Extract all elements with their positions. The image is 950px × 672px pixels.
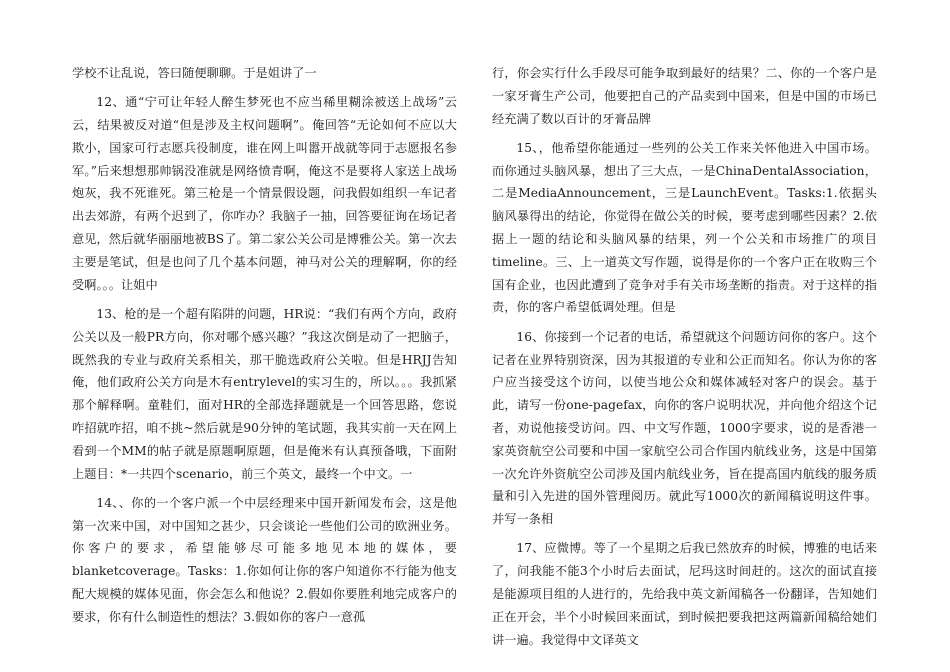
paragraph-15: 15、，他希望你能通过一些列的公关工作来关怀他进入中国市场。而你通过头脑风暴，想出了三大点，一是ChinaDentalAssociation，二是MediaAnnouncement，三是LaunchEvent。Tasks:1.依据头脑风暴得出的结论，你觉得在做公关的时候，要考虑到哪些因素？2.依据上一题的结论和头脑风暴的结果，列一个公关和市场推广的项目timeline。三、上一道英文写作题，说得是你的一个客户正在收购三个国有企业，也因此遭到了竞争对手有关市场垄断的指责。对于这样的指责，你的客户希望低调处理。但是 bbox=[492, 140, 877, 315]
paragraph-14: 14、、你的一个客户派一个中层经理来中国开新闻发布会，这是他第一次来中国，对中国知之甚少，只会谈论一些他们公司的欧洲业务。你客户的要求，希望能够尽可能多地见本地的媒体，要blanketcoverage。Tasks：1.你如何让你的客户知道你不行能为他支配大规模的媒体见面，你会怎么和他说？2.假如你要胜利地完成客户的要求，你有什么制造性的想法？3.假如你的客户一意孤 bbox=[72, 495, 457, 624]
paragraph-16: 16、你接到一个记者的电话，希望就这个问题访问你的客户。这个记者在业界特别资深，因为其报道的专业和公正而知名。你认为你的客户应当接受这个访问，以使当地公众和媒体减轻对客户的误会。基于此，请写一份one-pagefax，向你的客户说明状况，并向他介绍这个记者，劝说他接受访问。四、中文写作题，1000字要求，说的是香港一家英资航空公司要和中国一家航空公司合作国内航线业务，这是中国第一次允许外资航空公司涉及国内航线业务，旨在提高国内航线的服务质量和引入先进的国外管理阅历。就此写1000次的新闻稿说明这件事。并写一条相 bbox=[492, 329, 877, 527]
paragraph-13: 13、枪的是一个超有陷阱的问题，HR说：“我们有两个方向，政府公关以及一般PR方向，你对哪个感兴趣？”我这次倒是动了一把脑子，既然我的专业与政府关系相关，那干脆选政府公关啦。但是HRJJ告知俺，他们政府公关方向是木有entrylevel的实习生的，所以。。。我抓紧那个解释啊。童鞋们，面对HR的全部选择题就是一个回答思路，您说咋招就咋招，咱不挑~然后就是90分钟的笔试题，我其实前一天在网上看到一个MM的帖子就是原题啊原题，但是俺米有认真预备哦，下面附上题目：*一共四个scenario，前三个英文，最终一个中文。一 bbox=[72, 306, 457, 481]
paragraph-continuation: 学校不让乱说，答曰随便聊聊。于是姐讲了一 bbox=[72, 66, 317, 80]
paragraph-12: 12、通“宁可让年轻人醉生梦死也不应当稀里糊涂被送上战场”云云，结果被反对道“但是涉及主权问题啊”。俺回答“无论如何不应以大欺小，国家可行志愿兵役制度，谁在网上叫嚣开战就等同于志愿报名参军。”后来想想那帅锅没准就是网络愤青啊，俺这不是要将人家送上战场炮灰，我不死谁死。第三枪是一个情景假设题，问我假如组织一车记者出去郊游，有两个迟到了，你咋办？我脑子一抽，回答要征询在场记者意见，然后就华丽丽地被BS了。第二家公关公司是博雅公关。第一次去主要是笔试，但是也问了几个基本问题，神马对公关的理解啊，你的经受啊。。。让姐中 bbox=[72, 95, 457, 292]
left-column bbox=[72, 62, 457, 635]
paragraph-17: 17、应微博。等了一个星期之后我已然放弃的时候，博雅的电话来了，问我能不能3个小时后去面试，尼玛这时间赶的。这次的面试直接是能源项目组的人进行的，先给我中英文新闻稿各一份翻译，告知她们正在开会，半个小时候回来面试，到时候把要我把这两篇新闻稿给她们讲一遍。我觉得中文译英文 bbox=[492, 541, 877, 647]
paragraph-14-continuation: 行，你会实行什么手段尽可能争取到最好的结果？二、你的一个客户是一家牙膏生产公司，他要把自己的产品卖到中国来，但是中国的市场已经充满了数以百计的牙膏品牌 bbox=[492, 66, 877, 126]
right-column bbox=[492, 62, 877, 658]
